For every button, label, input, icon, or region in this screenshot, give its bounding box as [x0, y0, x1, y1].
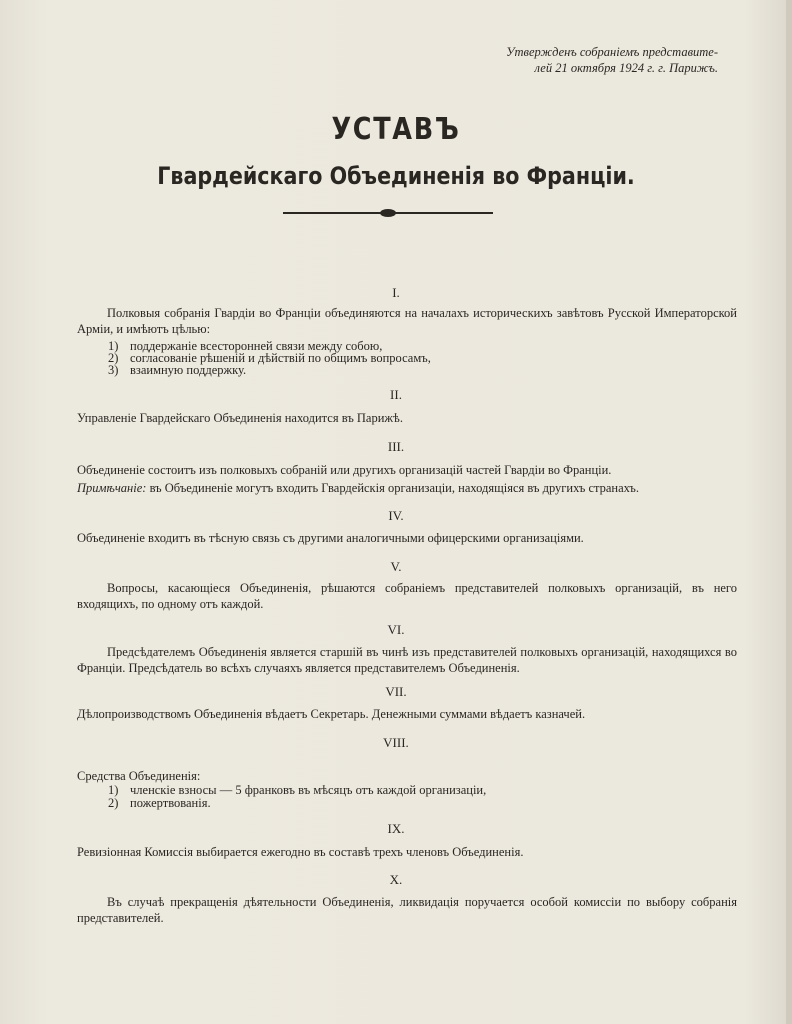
- note-label: Примѣчаніе:: [77, 481, 147, 495]
- list-number: 3): [108, 363, 119, 377]
- section-text: [77, 530, 737, 546]
- section-number: IV.: [388, 508, 404, 523]
- paragraph: Полковыя собранія Гвардіи во Франціи объединяются на началахъ историческихъ завѣтовъ Русской Императорской Арміи, и имѣютъ цѣлью:: [77, 306, 737, 336]
- section-text: [77, 706, 737, 722]
- section-text: [77, 462, 737, 478]
- list-item: [108, 784, 486, 797]
- list-text: согласованіе рѣшеній и дѣйствій по общимъ вопросамъ,: [130, 351, 431, 365]
- list-text: взаимную поддержку.: [130, 363, 247, 377]
- section-number: X.: [389, 872, 403, 887]
- section-note: [77, 480, 737, 496]
- section-number: II.: [390, 387, 402, 402]
- list-text: поддержаніе всесторонней связи между собою,: [130, 339, 383, 353]
- section-text: [77, 410, 737, 426]
- section-number: VI.: [387, 622, 405, 637]
- list-number: 2): [108, 351, 119, 365]
- section-number: VIII.: [383, 735, 409, 750]
- document-subtitle: Гвардейскаго Объединенія во Франціи.: [157, 162, 635, 190]
- section-text: [77, 894, 737, 926]
- paragraph: Дѣлопроизводствомъ Объединенія вѣдаетъ Секретарь. Денежными суммами вѣдаетъ казначей.: [77, 707, 586, 721]
- section-number: III.: [387, 439, 405, 454]
- section-number: I.: [392, 285, 400, 300]
- document-title: УСТАВЪ: [331, 112, 461, 147]
- section-text: [77, 644, 737, 676]
- paragraph: Средства Объединенія:: [77, 769, 201, 783]
- list-text: пожертвованія.: [130, 796, 211, 810]
- section-text: [77, 305, 737, 337]
- approval-note: [418, 44, 718, 76]
- section-number: V.: [390, 559, 402, 574]
- paragraph: Объединеніе состоитъ изъ полковыхъ собраній или другихъ организацій частей Гвардіи во Франціи.: [77, 463, 612, 477]
- list-item: [108, 364, 246, 377]
- paragraph: Управленіе Гвардейскаго Объединенія находится въ Парижѣ.: [77, 411, 403, 425]
- paragraph: Предсѣдателемъ Объединенія является старшій въ чинѣ изъ представителей полковыхъ организацій, находящихся во Франціи. Предсѣдатель во всѣхъ случаяхъ является представителемъ Объединенія.: [77, 645, 737, 675]
- ornamental-divider: [283, 212, 493, 214]
- approval-line: Утвержденъ собраніемъ представите-: [506, 45, 718, 59]
- list-item: [108, 797, 211, 810]
- section-text: [77, 580, 737, 612]
- paragraph: Объединеніе входитъ въ тѣсную связь съ другими аналогичными офицерскими организаціями.: [77, 531, 584, 545]
- paragraph: Ревизіонная Комиссія выбирается ежегодно въ составѣ трехъ членовъ Объединенія.: [77, 845, 524, 859]
- list-number: 2): [108, 796, 119, 810]
- section-number: VII.: [385, 684, 407, 699]
- paragraph: Вопросы, касающіеся Объединенія, рѣшаются собраніемъ представителей полковыхъ организацій, въ него входящихъ, по одному отъ каждой.: [77, 581, 737, 611]
- list-number: 1): [108, 339, 119, 353]
- paragraph: Въ случаѣ прекращенія дѣятельности Объединенія, ликвидація поручается особой комиссіи по выбору собранія представителей.: [77, 895, 737, 925]
- note-text: въ Объединеніе могутъ входить Гвардейскія организаціи, находящіяся въ другихъ странахъ.: [146, 481, 640, 495]
- section-number: IX.: [387, 821, 405, 836]
- section-text: [77, 844, 737, 860]
- section-text: [77, 768, 737, 784]
- approval-line: лей 21 октября 1924 г. г. Парижъ.: [534, 61, 718, 75]
- list-number: 1): [108, 783, 119, 797]
- list-text: членскіе взносы — 5 франковъ въ мѣсяцъ отъ каждой организаціи,: [130, 783, 487, 797]
